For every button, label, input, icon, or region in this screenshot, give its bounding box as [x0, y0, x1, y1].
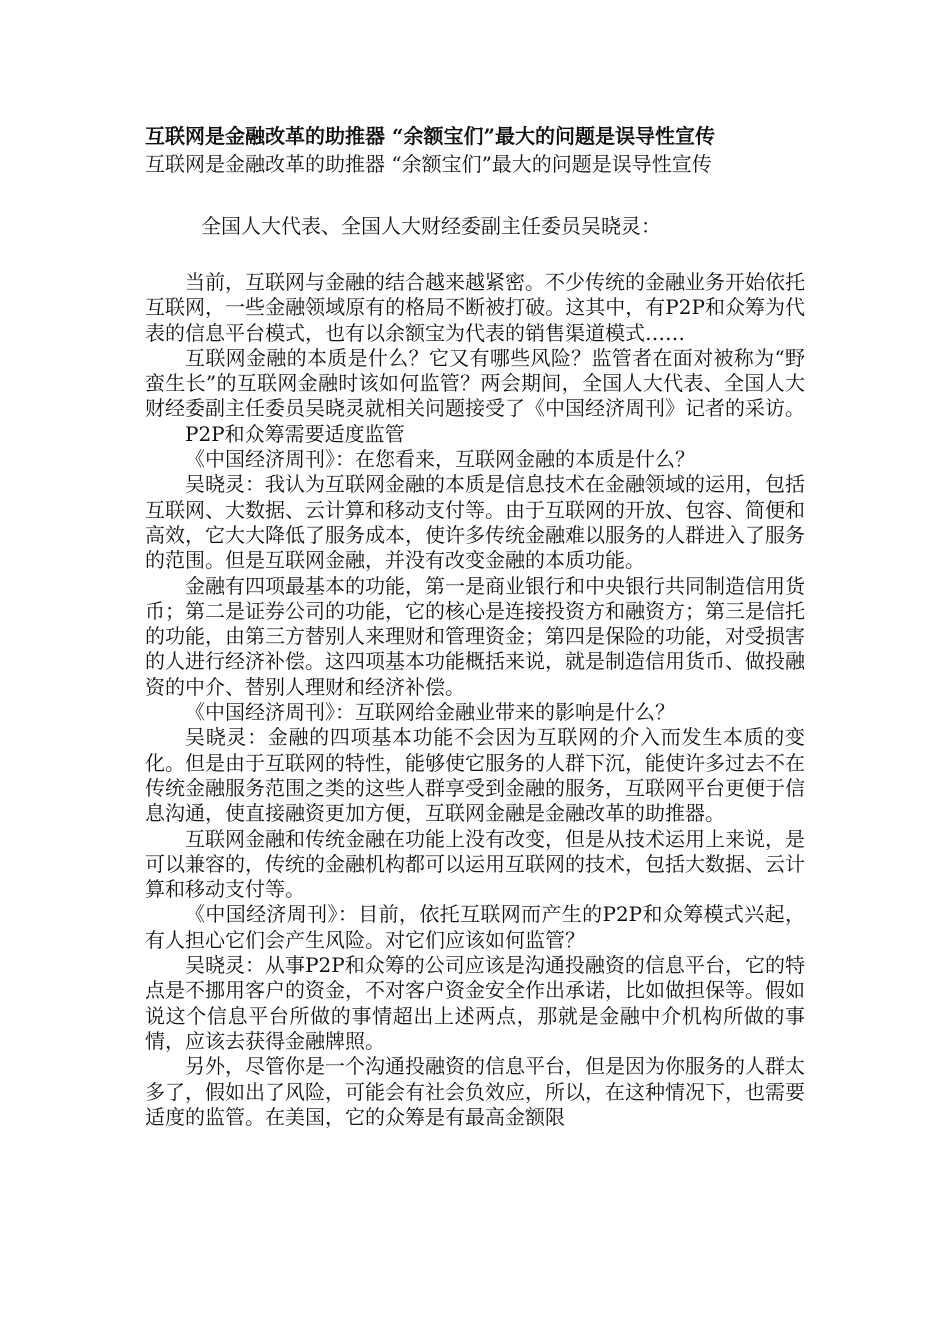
article-title: 互联网是金融改革的助推器 “余额宝们”最大的问题是误导性宣传 — [145, 152, 712, 176]
paragraph: 当前，互联网与金融的结合越来越紧密。不少传统的金融业务开始依托互联网，一些金融领域原有的格局不断被打破。这其中，有P2P和众筹为代表的信息平台模式，也有以余额宝为代表的销售渠道模式…… — [145, 270, 805, 345]
paragraph: 吴晓灵：我认为互联网金融的本质是信息技术在金融领域的运用，包括互联网、大数据、云计算和移动支付等。由于互联网的开放、包容、简便和高效，它大大降低了服务成本，使许多传统金融难以服务的人群进入了服务的范围。但是互联网金融，并没有改变金融的本质功能。 — [145, 472, 805, 573]
paragraph: 另外，尽管你是一个沟通投融资的信息平台，但是因为你服务的人群太多了，假如出了风险，可能会有社会负效应，所以，在这种情况下，也需要适度的监管。在美国，它的众筹是有最高金额限 — [145, 1054, 805, 1129]
paragraph: 《中国经济周刊》：在您看来，互联网金融的本质是什么？ — [185, 447, 695, 472]
section-heading: P2P和众筹需要适度监管 — [185, 421, 405, 446]
article-byline: 全国人大代表、全国人大财经委副主任委员吴晓灵： — [201, 214, 661, 238]
paragraph: 《中国经济周刊》：互联网给金融业带来的影响是什么？ — [185, 700, 675, 725]
paragraph: 互联网金融和传统金融在功能上没有改变，但是从技术运用上来说，是可以兼容的，传统的金融机构都可以运用互联网的技术，包括大数据、云计算和移动支付等。 — [145, 826, 805, 902]
article-body — [145, 270, 805, 1130]
paragraph: 《中国经济周刊》：目前，依托互联网而产生的P2P和众筹模式兴起，有人担心它们会产生风险。对它们应该如何监管？ — [145, 902, 805, 952]
article-title-bold: 互联网是金融改革的助推器 “余额宝们”最大的问题是误导性宣传 — [145, 124, 715, 148]
paragraph: 互联网金融的本质是什么？它又有哪些风险？监管者在面对被称为“野蛮生长”的互联网金融时该如何监管？两会期间，全国人大代表、全国人大财经委副主任委员吴晓灵就相关问题接受了《中国经济周刊》记者的采访。 — [145, 345, 805, 421]
paragraph: 吴晓灵：金融的四项基本功能不会因为互联网的介入而发生本质的变化。但是由于互联网的特性，能够使它服务的人群下沉，能使许多过去不在传统金融服务范围之类的这些人群享受到金融的服务，互联网平台更便于信息沟通，使直接融资更加方便，互联网金融是金融改革的助推器。 — [145, 725, 805, 826]
article-content — [145, 122, 805, 1130]
paragraph: 吴晓灵：从事P2P和众筹的公司应该是沟通投融资的信息平台，它的特点是不挪用客户的资金，不对客户资金安全作出承诺，比如做担保等。假如说这个信息平台所做的事情超出上述两点，那就是金融中介机构所做的事情，应该去获得金融牌照。 — [145, 953, 805, 1053]
paragraph: 金融有四项最基本的功能，第一是商业银行和中央银行共同制造信用货币；第二是证券公司的功能，它的核心是连接投资方和融资方；第三是信托的功能，由第三方替别人来理财和管理资金；第四是保险的功能，对受损害的人进行经济补偿。这四项基本功能概括来说，就是制造信用货币、做投融资的中介、替别人理财和经济补偿。 — [145, 573, 805, 699]
